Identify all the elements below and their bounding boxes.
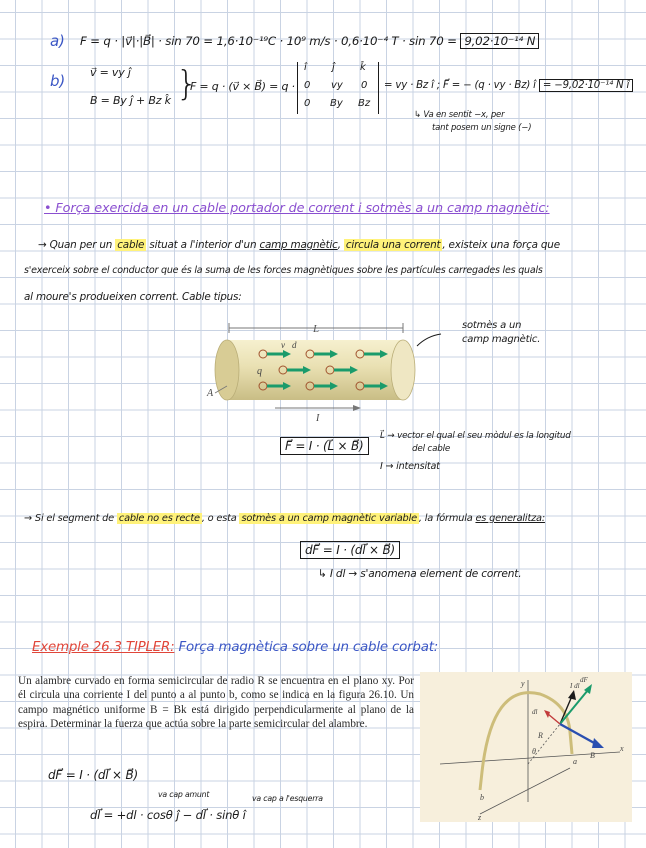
- label-A: A: [207, 388, 214, 399]
- part-b-brace: }: [176, 64, 198, 104]
- part-a-equation: [80, 34, 539, 48]
- fig-label-theta: θ: [532, 747, 536, 756]
- para1-line1: [38, 239, 560, 251]
- fig-label-Idl: I dl⃗: [570, 682, 585, 690]
- para1-post: , existeix una força que: [442, 239, 560, 251]
- para2-mid: , o esta: [201, 513, 240, 524]
- fig-label-dF: dF⃗: [580, 676, 594, 684]
- cable-figure: [195, 318, 450, 422]
- matrix-cell-bz: Bz: [358, 98, 371, 109]
- label-q: q: [257, 366, 262, 377]
- highlight-corrent: circula una corrent: [345, 239, 441, 251]
- example-title-red: Exemple 26.3 TIPLER:: [32, 640, 175, 655]
- cable-note-line1: sotmès a un: [462, 320, 522, 331]
- underline-generalitza: es generalitza:: [475, 513, 545, 524]
- fig-label-b: b: [480, 793, 484, 802]
- para1-pre: → Quan per un: [38, 239, 116, 251]
- part-b-after-matrix-text: = vy · Bz î ; F⃗ = − (q · vy · Bz) î: [384, 80, 536, 91]
- fig-label-dl: dl⃗: [532, 708, 543, 716]
- para2-mid2: , la fórmula: [418, 513, 476, 524]
- formula-note-L: L⃗ → vector el qual el seu mòdul es la longitud: [380, 431, 571, 441]
- formula-force-cable: F⃗ = I · (L⃗ × B⃗): [280, 437, 369, 455]
- para2-note: ↳ I dl → s'anomena element de corrent.: [318, 568, 522, 580]
- example-note-left: va cap a l'esquerra: [252, 794, 323, 803]
- matrix-cell-k: k̂: [360, 62, 366, 73]
- example-eq2: dl⃗ = +dl · cosθ ĵ − dl⃗ · sinθ î: [90, 808, 246, 822]
- example-eq1: dF⃗ = I · (dl⃗ × B⃗): [48, 768, 139, 782]
- matrix-cell-by: By: [330, 98, 343, 109]
- label-L: L: [313, 323, 320, 335]
- example-note-up: va cap amunt: [158, 790, 210, 799]
- formula-note-L-cont: del cable: [412, 444, 451, 454]
- semicircle-wire-figure: [420, 672, 632, 822]
- example-problem-text: Un alambre curvado en forma semicircular de radio R se encuentra en el plano xy. Por él circula una corriente I del punto a al punto b, como se indica en la figura 26.10. Un campo magnético uniforme B = Bk está dirigido perpendicularmente al plano de la espira. Determinar la fuerza que actúa sobre la parte semicircular del alambre.: [18, 675, 414, 731]
- part-b-after-matrix: [384, 80, 633, 91]
- part-b-label: b): [50, 72, 65, 90]
- matrix-right-bar: [378, 62, 379, 114]
- matrix-left-bar: [297, 62, 298, 114]
- cable-right-end: [391, 340, 415, 400]
- para1-mid: situat a l'interior d'un: [146, 239, 260, 251]
- part-a-result: 9,02·10⁻¹⁴ N: [460, 33, 539, 49]
- part-b-note-line2: tant posem un signe (−): [432, 123, 532, 133]
- matrix-cell-i: î: [304, 62, 307, 73]
- para1-line3: al moure's produeixen corrent. Cable tipus:: [24, 291, 242, 303]
- para2-pre: → Si el segment de: [24, 513, 117, 524]
- fig-label-y: y: [521, 679, 525, 688]
- label-I: I: [316, 413, 320, 422]
- part-b-v-definition: v⃗ = vy ĵ: [90, 66, 131, 79]
- matrix-cell-vy: vy: [331, 80, 343, 91]
- underline-camp-magnetic: camp magnètic: [259, 239, 338, 251]
- fig-label-z: z: [478, 813, 482, 822]
- formula-differential-force: dF⃗ = I · (dl⃗ × B⃗): [300, 541, 400, 559]
- part-a-label: a): [50, 32, 65, 50]
- para1-mid2: ,: [337, 239, 344, 251]
- part-a-equation-text: F = q · |v⃗|·|B⃗| · sin 70 = 1,6·10⁻¹⁹C · 10⁹ m/s · 0,6·10⁻⁴ T · sin 70 =: [80, 34, 457, 48]
- example-title: [32, 640, 438, 655]
- section-title: • Força exercida en un cable portador de corrent i sotmès a un camp magnètic:: [44, 201, 550, 216]
- highlight-cable: cable: [117, 239, 145, 251]
- cable-body: [227, 340, 403, 400]
- para2-line: [24, 513, 545, 524]
- matrix-cell-j: ĵ: [332, 62, 335, 73]
- highlight-not-straight: cable no es recte: [118, 513, 200, 524]
- matrix-cell-0a: 0: [304, 80, 311, 91]
- highlight-variable-field: sotmès a un camp magnètic variable: [241, 513, 417, 524]
- para1-line2: s'exerceix sobre el conductor que és la suma de les forces magnètiques sobre les partícules carregades les quals: [24, 265, 543, 276]
- fig-label-a: a: [573, 757, 577, 766]
- label-vd: v⃗d: [281, 340, 297, 350]
- fig-label-x: x: [620, 744, 624, 753]
- matrix-cell-0b: 0: [361, 80, 368, 91]
- formula-note-I: I → intensitat: [380, 461, 440, 472]
- fig-label-R: R: [538, 731, 543, 740]
- cable-note-line2: camp magnètic.: [462, 334, 541, 345]
- part-b-b-definition: B = By ĵ + Bz k̂: [90, 94, 171, 107]
- matrix-cell-0c: 0: [304, 98, 311, 109]
- part-b-result: = −9,02·10⁻¹⁴ N î: [539, 79, 633, 92]
- fig-label-B: B⃗: [590, 751, 602, 760]
- part-b-force-lead: F = q · (v⃗ × B⃗) = q ·: [190, 80, 295, 93]
- example-title-blue: Força magnètica sobre un cable corbat:: [178, 640, 439, 655]
- part-b-note-line1: ↳ Va en sentit −x, per: [414, 110, 505, 120]
